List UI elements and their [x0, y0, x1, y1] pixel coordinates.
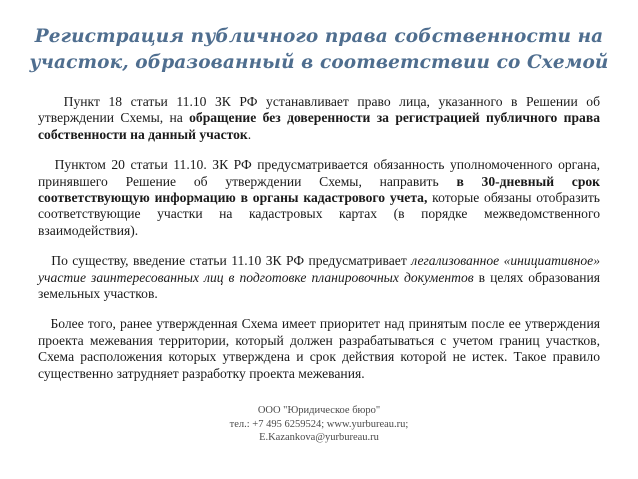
paragraph-3-end: в целях образования земельных участков.	[38, 269, 600, 302]
footer-email: E.Kazankova@yurbureau.ru	[259, 432, 379, 444]
paragraph-2-text: Пунктом 20 статьи 11.10. ЗК РФ предусматривается обязанность уполномоченного органа, принявшего Решение об утверждении Схемы, направить	[38, 157, 600, 189]
paragraph-1-bold: обращение без доверенности за регистрацией публичного права собственности на данный участок	[38, 110, 600, 142]
title-line-2: участок, образованный в соответствии со Схемой	[29, 52, 609, 73]
paragraph-2-bold: в 30-дневный срок соответствующую информацию в органы кадастрового учета,	[38, 173, 601, 206]
footer-phone-web: тел.: +7 495 6259524; www.yurbureau.ru;	[229, 418, 409, 430]
paragraph-4	[38, 316, 600, 382]
footer-contacts	[200, 404, 438, 445]
footer-company: ООО "Юридическое бюро"	[257, 405, 381, 416]
paragraph-1	[38, 94, 600, 143]
paragraph-4-text: Более того, ранее утвержденная Схема имеет приоритет над принятым после ее утверждения проекта межевания территории, который должен разрабатываться с учетом границ участков, Схема расположения которых утверждена и срок действия которой не истек. Такое правило существенно затрудняет разработку проекта межевания.	[38, 316, 600, 381]
paragraph-3-italic: легализованное «инициативное» участие заинтересованных лиц в подготовке планировочных документов	[38, 253, 601, 285]
paragraph-1-end: .	[247, 126, 252, 142]
paragraph-3	[38, 253, 600, 302]
paragraph-3-text: По существу, введение статьи 11.10 ЗК РФ предусматривает	[51, 253, 412, 269]
paragraph-2-end: которые обязаны отобразить соответствующие участки на кадастровых картах (в порядке межведомственного взаимодействия).	[38, 190, 600, 238]
slide-body	[38, 94, 600, 396]
title-line-1: Регистрация публичного права собственности на	[34, 26, 604, 47]
slide-title	[20, 24, 618, 76]
paragraph-2	[38, 157, 600, 239]
paragraph-1-text: Пункт 18 статьи 11.10 ЗК РФ устанавливает право лица, указанного в Решении об утверждении Схемы, на	[38, 94, 600, 126]
